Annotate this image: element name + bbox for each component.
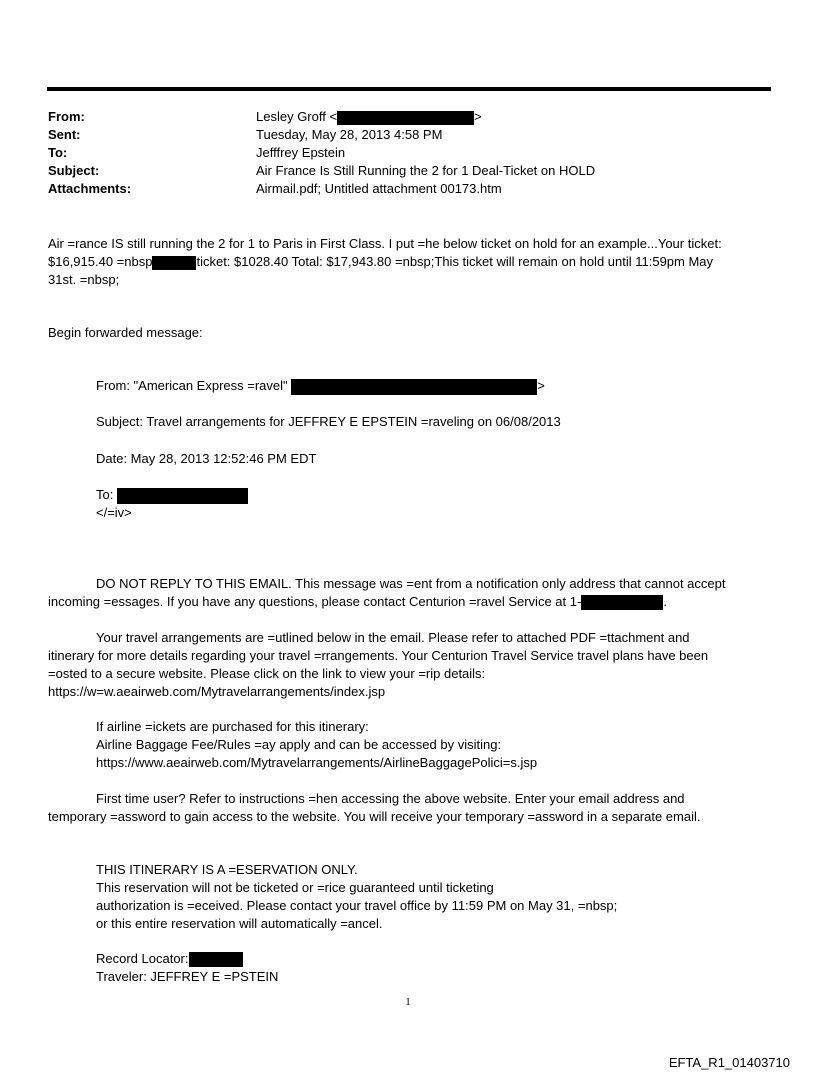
intro-total: ticket: $1028.40 Total: $17,943.80 =nbsp;This ticket will remain on hold until 11:59pm May [196, 254, 714, 269]
header-rule [47, 87, 771, 91]
sent-label: Sent: [48, 127, 81, 142]
body-line: or this entire reservation will automatically =ancel. [96, 916, 383, 931]
body-line: First time user? Refer to instructions =hen accessing the above website. Enter your email address and [96, 791, 685, 806]
intro-line [48, 253, 770, 271]
page-number: 1 [405, 996, 411, 1008]
record-locator [96, 950, 770, 968]
body-line: temporary =assword to gain access to the website. You will receive your temporary =assword in a separate email. [48, 809, 701, 824]
from-row [48, 108, 768, 126]
attachments-label: Attachments: [48, 181, 132, 196]
forward-from-text: From: "American Express =ravel" [96, 378, 292, 393]
attachments-value: Airmail.pdf; Untitled attachment 00173.htm [256, 181, 502, 196]
body-line: =osted to a secure website. Please click on the link to view your =rip details: [48, 666, 486, 681]
body-line: Airline Baggage Fee/Rules =ay apply and can be accessed by visiting: [96, 737, 502, 752]
forward-to-label: To: [96, 487, 117, 502]
body-line: This reservation will not be ticketed or =rice guaranteed until ticketing [96, 880, 494, 895]
attachments-row [48, 180, 768, 198]
arrangements-paragraph [48, 629, 770, 701]
from-name: Lesley Groff < [256, 109, 338, 124]
sent-row [48, 126, 768, 144]
itinerary-link[interactable]: https://w=w.aeairweb.com/Mytravelarrangements/index.jsp [48, 684, 386, 699]
contact-text: incoming =essages. If you have any questions, please contact Centurion =ravel Service at 1- [48, 594, 582, 609]
document-id: EFTA_R1_01403710 [668, 1055, 790, 1070]
redaction-block [152, 256, 196, 270]
forward-date: Date: May 28, 2013 12:52:46 PM EDT [96, 451, 317, 466]
reservation-paragraph [96, 861, 770, 933]
intro-line: 31st. =nbsp; [48, 272, 120, 287]
from-value [256, 108, 768, 126]
first-time-paragraph [48, 790, 770, 826]
body-line: Your travel arrangements are =utlined below in the email. Please refer to attached PDF =ttachment and [96, 630, 690, 645]
body-line: THIS ITINERARY IS A =ESERVATION ONLY. [96, 862, 358, 877]
redaction-block [117, 488, 248, 504]
forward-subject: Subject: Travel arrangements for JEFFREY E EPSTEIN =raveling on 06/08/2013 [96, 414, 561, 429]
no-reply-paragraph [48, 575, 770, 611]
baggage-paragraph [96, 718, 770, 772]
redaction-block [189, 952, 243, 967]
intro-paragraph [48, 235, 770, 289]
subject-row [48, 162, 768, 180]
contact-end: . [663, 594, 667, 609]
body-line: itinerary for more details regarding your travel =rrangements. Your Centurion Travel Service travel plans have been [48, 648, 709, 663]
traveler: Traveler: JEFFREY E =PSTEIN [96, 969, 279, 984]
intro-price: $16,915.40 =nbsp [48, 254, 153, 269]
email-header [48, 108, 768, 198]
redaction-block [581, 595, 663, 610]
to-row [48, 144, 768, 162]
body-line [48, 593, 770, 611]
subject-value: Air France Is Still Running the 2 for 1 Deal-Ticket on HOLD [256, 163, 596, 178]
intro-line: Air =rance IS still running the 2 for 1 to Paris in First Class. I put =he below ticket on hold for an example...Your ticket: [48, 236, 722, 251]
from-label: From: [48, 109, 85, 124]
redaction-block [291, 379, 537, 395]
forward-from [96, 377, 770, 395]
forward-from-close: > [537, 378, 545, 393]
sent-value: Tuesday, May 28, 2013 4:58 PM [256, 127, 443, 142]
body-line: If airline =ickets are purchased for this itinerary: [96, 719, 369, 734]
record-locator-label: Record Locator: [96, 951, 189, 966]
redaction-block [337, 111, 474, 125]
from-close: > [474, 109, 482, 124]
body-line: authorization is =eceived. Please contact your travel office by 11:59 PM on May 31, =nbsp; [96, 898, 618, 913]
baggage-link[interactable]: https://www.aeairweb.com/Mytravelarrangements/AirlineBaggagePolici=s.jsp [96, 755, 538, 770]
body-line: DO NOT REPLY TO THIS EMAIL. This message was =ent from a notification only address that cannot accept [96, 576, 726, 591]
subject-label: Subject: [48, 163, 100, 178]
forward-div-tag: </=iv> [96, 505, 132, 520]
to-value: Jefffrey Epstein [256, 145, 346, 160]
to-label: To: [48, 145, 68, 160]
forward-to [96, 486, 770, 504]
begin-forwarded: Begin forwarded message: [48, 325, 203, 340]
